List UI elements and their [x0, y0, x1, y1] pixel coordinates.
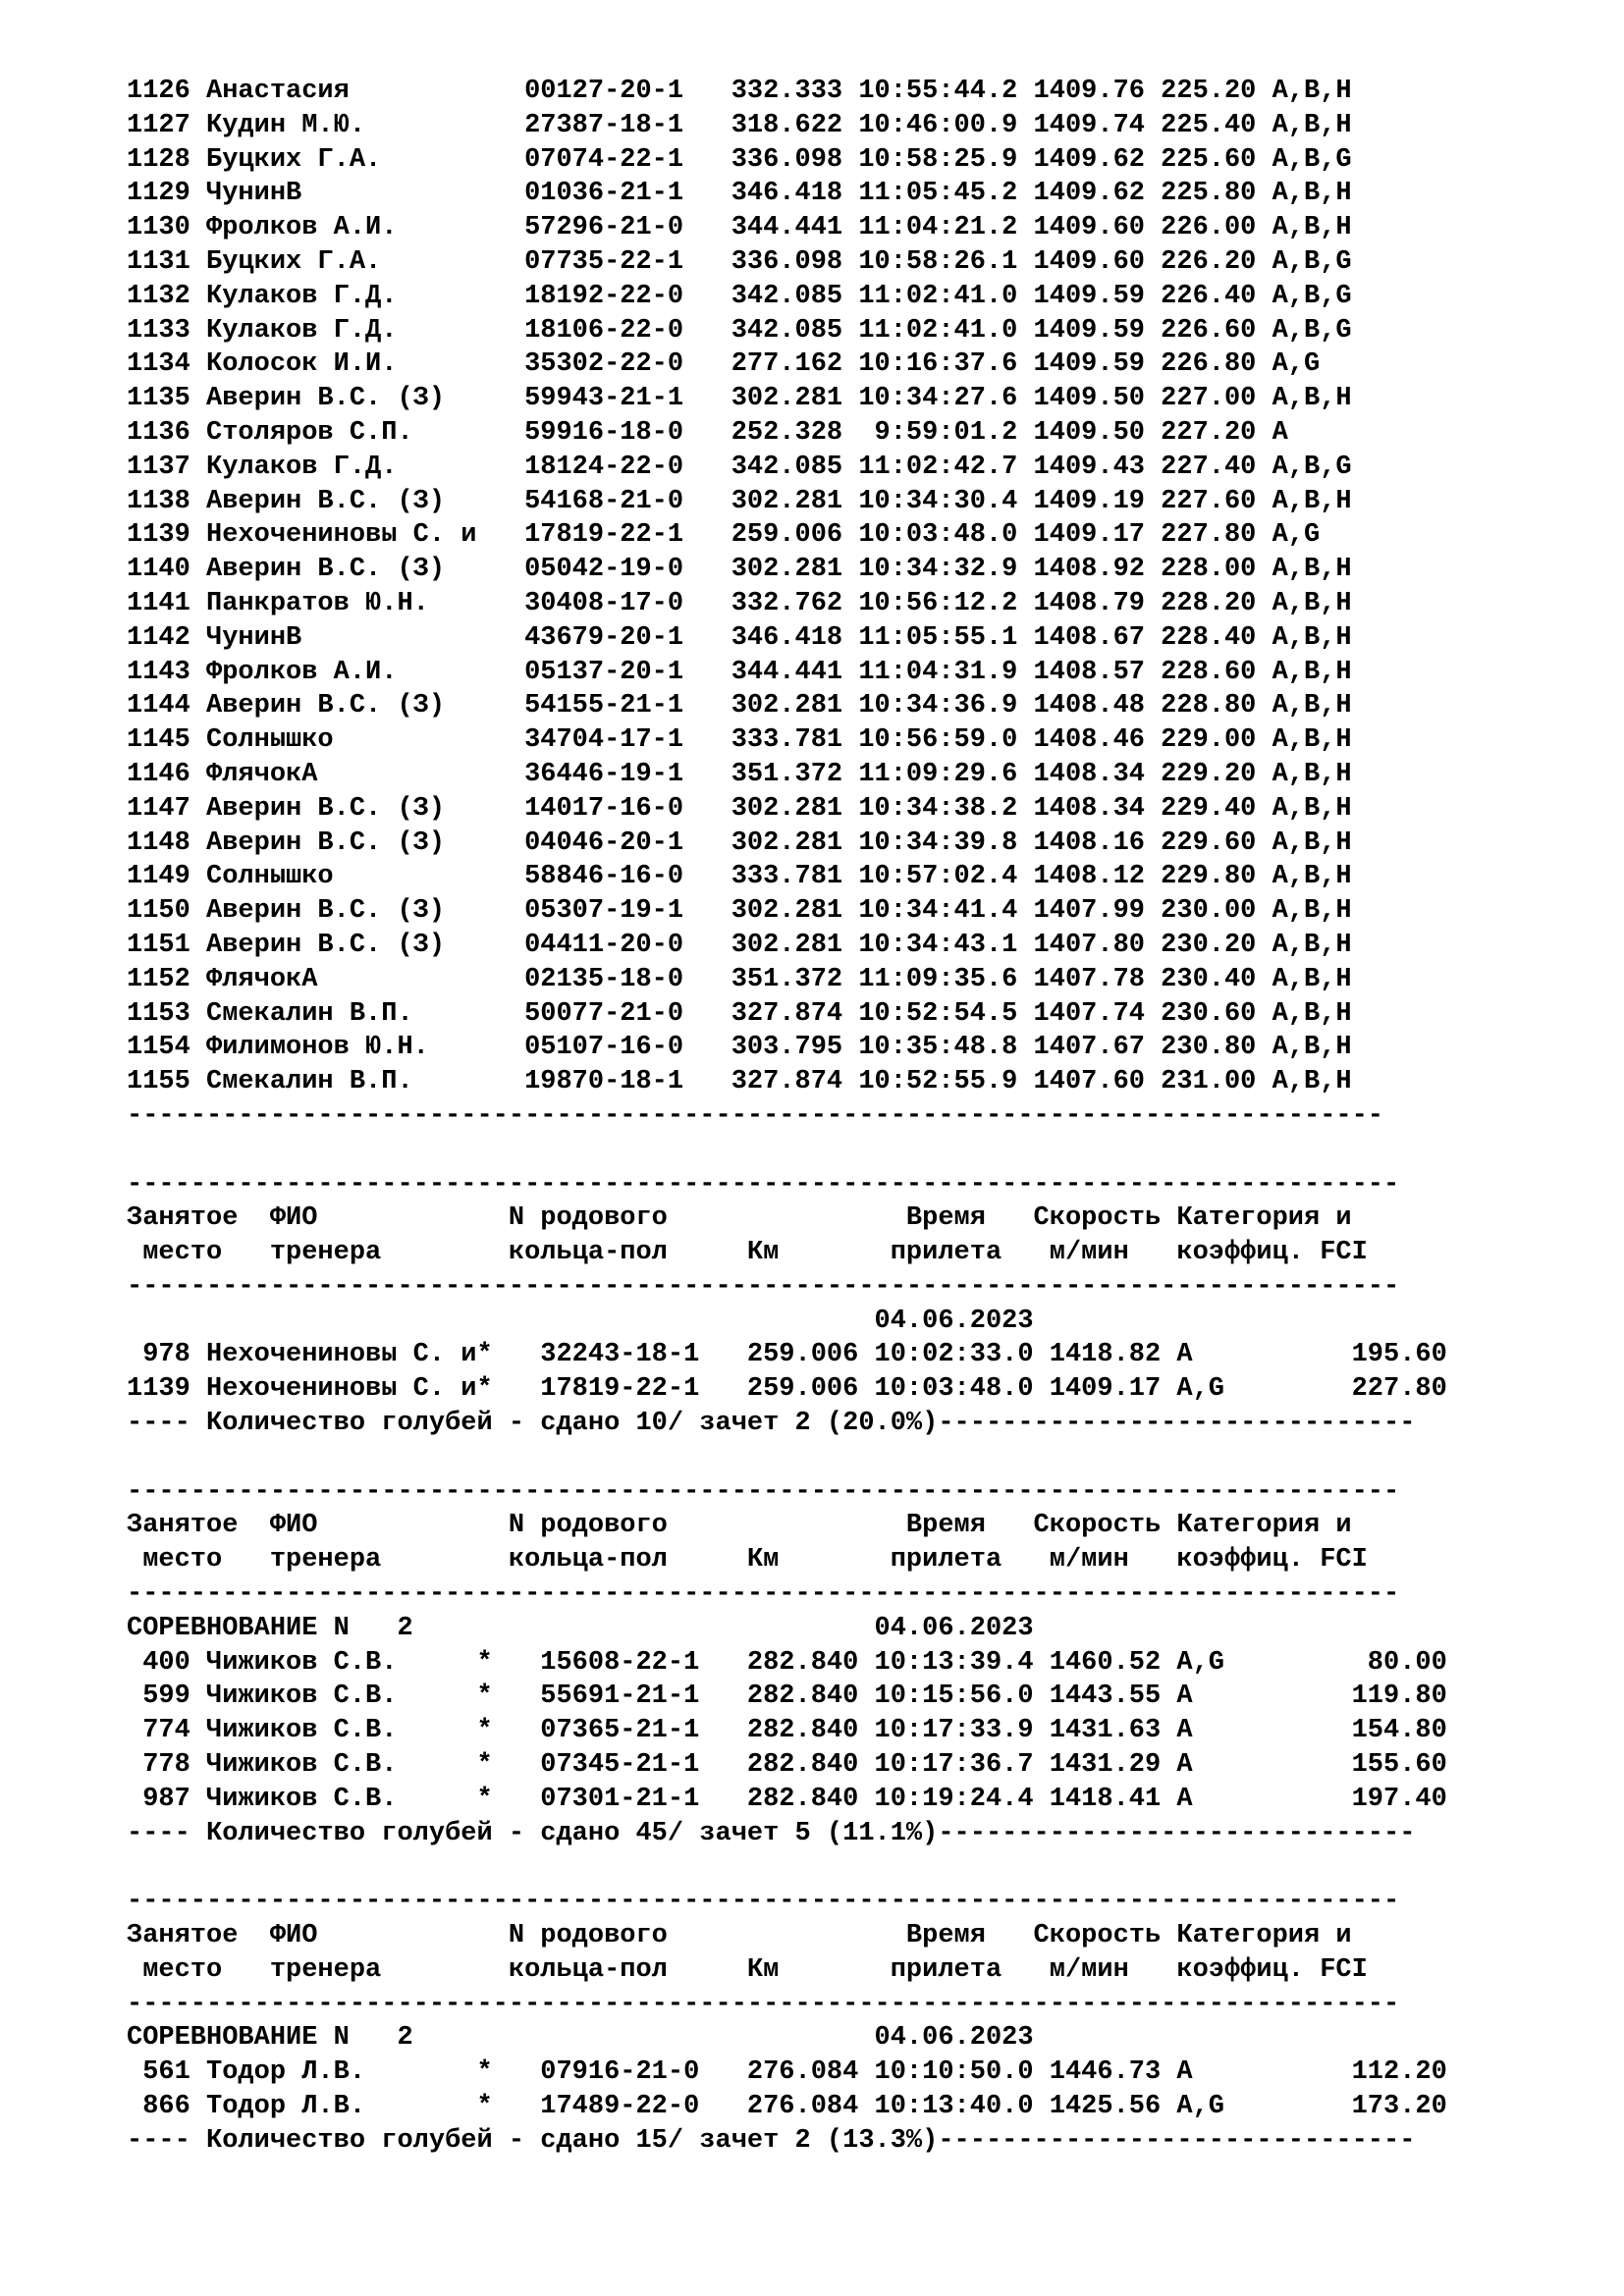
result-row: 1127 Кудин М.Ю. 27387-18-1 318.622 10:46:00.9 1409.74 225.40 A,B,H [127, 110, 1352, 140]
result-row: 1139 Нехочениновы С. и* 17819-22-1 259.006 10:03:48.0 1409.17 A,G 227.80 [127, 1374, 1447, 1405]
result-row: 1155 Смекалин В.П. 19870-18-1 327.874 10:52:55.9 1407.60 231.00 A,B,H [127, 1067, 1352, 1097]
result-row: 561 Тодор Л.В. * 07916-21-0 276.084 10:10:50.0 1446.73 A 112.20 [127, 2057, 1447, 2088]
result-row: 1152 ФлячокА 02135-18-0 351.372 11:09:35.6 1407.78 230.40 A,B,H [127, 964, 1352, 994]
table-header: место тренера кольца-пол Км прилета м/мин коэффиц. FCI [127, 1545, 1368, 1575]
result-row: 1149 Солнышко 58846-16-0 333.781 10:57:02.4 1408.12 229.80 A,B,H [127, 862, 1352, 892]
result-row: 1141 Панкратов Ю.Н. 30408-17-0 332.762 10:56:12.2 1408.79 228.20 A,B,H [127, 588, 1352, 618]
date-line: 04.06.2023 [127, 1306, 1034, 1336]
result-row: 1151 Аверин В.С. (З) 04411-20-0 302.281 10:34:43.1 1407.80 230.20 A,B,H [127, 930, 1352, 960]
result-row: 599 Чижиков С.В. * 55691-21-1 282.840 10:15:56.0 1443.55 A 119.80 [127, 1682, 1447, 1712]
result-row: 1130 Фролков А.И. 57296-21-0 344.441 11:04:21.2 1409.60 226.00 A,B,H [127, 213, 1352, 243]
summary-line: ---- Количество голубей - сдано 45/ зачет 5 (11.1%)------------------------------ [127, 1818, 1416, 1848]
result-row: 1144 Аверин В.С. (З) 54155-21-1 302.281 10:34:36.9 1408.48 228.80 A,B,H [127, 691, 1352, 721]
result-row: 1129 ЧунинВ 01036-21-1 346.418 11:05:45.2 1409.62 225.80 A,B,H [127, 179, 1352, 209]
result-row: 1147 Аверин В.С. (З) 14017-16-0 302.281 10:34:38.2 1408.34 229.40 A,B,H [127, 793, 1352, 824]
table-header: Занятое ФИО N родового Время Скорость Категория и [127, 1203, 1352, 1234]
separator-line: -------------------------------------------------------------------------------- [127, 1989, 1400, 2019]
table-header: место тренера кольца-пол Км прилета м/мин коэффиц. FCI [127, 1238, 1368, 1268]
summary-line: ---- Количество голубей - сдано 10/ зачет 2 (20.0%)------------------------------ [127, 1409, 1416, 1439]
competition-line: СОРЕВНОВАНИЕ N 2 04.06.2023 [127, 1613, 1034, 1643]
result-row: 987 Чижиков С.В. * 07301-21-1 282.840 10:19:24.4 1418.41 A 197.40 [127, 1784, 1447, 1814]
table-header: место тренера кольца-пол Км прилета м/мин коэффиц. FCI [127, 1954, 1368, 1985]
result-row: 1142 ЧунинВ 43679-20-1 346.418 11:05:55.1 1408.67 228.40 A,B,H [127, 622, 1352, 653]
result-row: 1135 Аверин В.С. (З) 59943-21-1 302.281 10:34:27.6 1409.50 227.00 A,B,H [127, 384, 1352, 414]
separator-line: ------------------------------------------------------------------------------- [127, 1100, 1384, 1131]
result-row: 1140 Аверин В.С. (З) 05042-19-0 302.281 10:34:32.9 1408.92 228.00 A,B,H [127, 555, 1352, 585]
competition-line: СОРЕВНОВАНИЕ N 2 04.06.2023 [127, 2023, 1034, 2054]
separator-line: -------------------------------------------------------------------------------- [127, 1887, 1400, 1917]
result-row: 1143 Фролков А.И. 05137-20-1 344.441 11:04:31.9 1408.57 228.60 A,B,H [127, 657, 1352, 687]
result-row: 1128 Буцких Г.А. 07074-22-1 336.098 10:58:25.9 1409.62 225.60 A,B,G [127, 144, 1352, 175]
result-row: 1134 Колосок И.И. 35302-22-0 277.162 10:16:37.6 1409.59 226.80 A,G [127, 349, 1321, 380]
result-row: 978 Нехочениновы С. и* 32243-18-1 259.006 10:02:33.0 1418.82 A 195.60 [127, 1340, 1447, 1370]
table-header: Занятое ФИО N родового Время Скорость Категория и [127, 1511, 1352, 1541]
result-row: 1145 Солнышко 34704-17-1 333.781 10:56:59.0 1408.46 229.00 A,B,H [127, 725, 1352, 756]
result-row: 1137 Кулаков Г.Д. 18124-22-0 342.085 11:02:42.7 1409.43 227.40 A,B,G [127, 452, 1352, 482]
result-row: 1126 Анастасия 00127-20-1 332.333 10:55:44.2 1409.76 225.20 A,B,H [127, 77, 1352, 106]
summary-line: ---- Количество голубей - сдано 15/ зачет 2 (13.3%)------------------------------ [127, 2125, 1416, 2156]
blank-line [127, 1441, 1447, 1475]
separator-line: -------------------------------------------------------------------------------- [127, 1579, 1400, 1610]
table-header: Занятое ФИО N родового Время Скорость Категория и [127, 1921, 1352, 1951]
result-row: 1153 Смекалин В.П. 50077-21-0 327.874 10:52:54.5 1407.74 230.60 A,B,H [127, 998, 1352, 1029]
result-row: 774 Чижиков С.В. * 07365-21-1 282.840 10:17:33.9 1431.63 A 154.80 [127, 1716, 1447, 1746]
result-row: 1148 Аверин В.С. (З) 04046-20-1 302.281 10:34:39.8 1408.16 229.60 A,B,H [127, 828, 1352, 858]
separator-line: -------------------------------------------------------------------------------- [127, 1476, 1400, 1507]
result-row: 1150 Аверин В.С. (З) 05307-19-1 302.281 10:34:41.4 1407.99 230.00 A,B,H [127, 896, 1352, 927]
separator-line: -------------------------------------------------------------------------------- [127, 1169, 1400, 1200]
result-row: 1136 Столяров С.П. 59916-18-0 252.328 9:59:01.2 1409.50 227.20 A [127, 417, 1288, 448]
results-document [127, 75, 1447, 2159]
result-row: 1154 Филимонов Ю.Н. 05107-16-0 303.795 10:35:48.8 1407.67 230.80 A,B,H [127, 1033, 1352, 1063]
result-row: 1133 Кулаков Г.Д. 18106-22-0 342.085 11:02:41.0 1409.59 226.60 A,B,G [127, 315, 1352, 346]
result-row: 1131 Буцких Г.А. 07735-22-1 336.098 10:58:26.1 1409.60 226.20 A,B,G [127, 246, 1352, 277]
blank-line [127, 1850, 1447, 1885]
result-row: 778 Чижиков С.В. * 07345-21-1 282.840 10:17:36.7 1431.29 A 155.60 [127, 1750, 1447, 1781]
result-row: 1146 ФлячокА 36446-19-1 351.372 11:09:29.6 1408.34 229.20 A,B,H [127, 759, 1352, 789]
result-row: 400 Чижиков С.В. * 15608-22-1 282.840 10:13:39.4 1460.52 A,G 80.00 [127, 1647, 1447, 1678]
result-row: 1138 Аверин В.С. (З) 54168-21-0 302.281 10:34:30.4 1409.19 227.60 A,B,H [127, 486, 1352, 516]
result-row: 1139 Нехочениновы С. и 17819-22-1 259.006 10:03:48.0 1409.17 227.80 A,G [127, 520, 1321, 551]
result-row: 866 Тодор Л.В. * 17489-22-0 276.084 10:13:40.0 1425.56 A,G 173.20 [127, 2092, 1447, 2122]
result-row: 1132 Кулаков Г.Д. 18192-22-0 342.085 11:02:41.0 1409.59 226.40 A,B,G [127, 281, 1352, 311]
separator-line: -------------------------------------------------------------------------------- [127, 1271, 1400, 1302]
blank-line [127, 1134, 1447, 1168]
